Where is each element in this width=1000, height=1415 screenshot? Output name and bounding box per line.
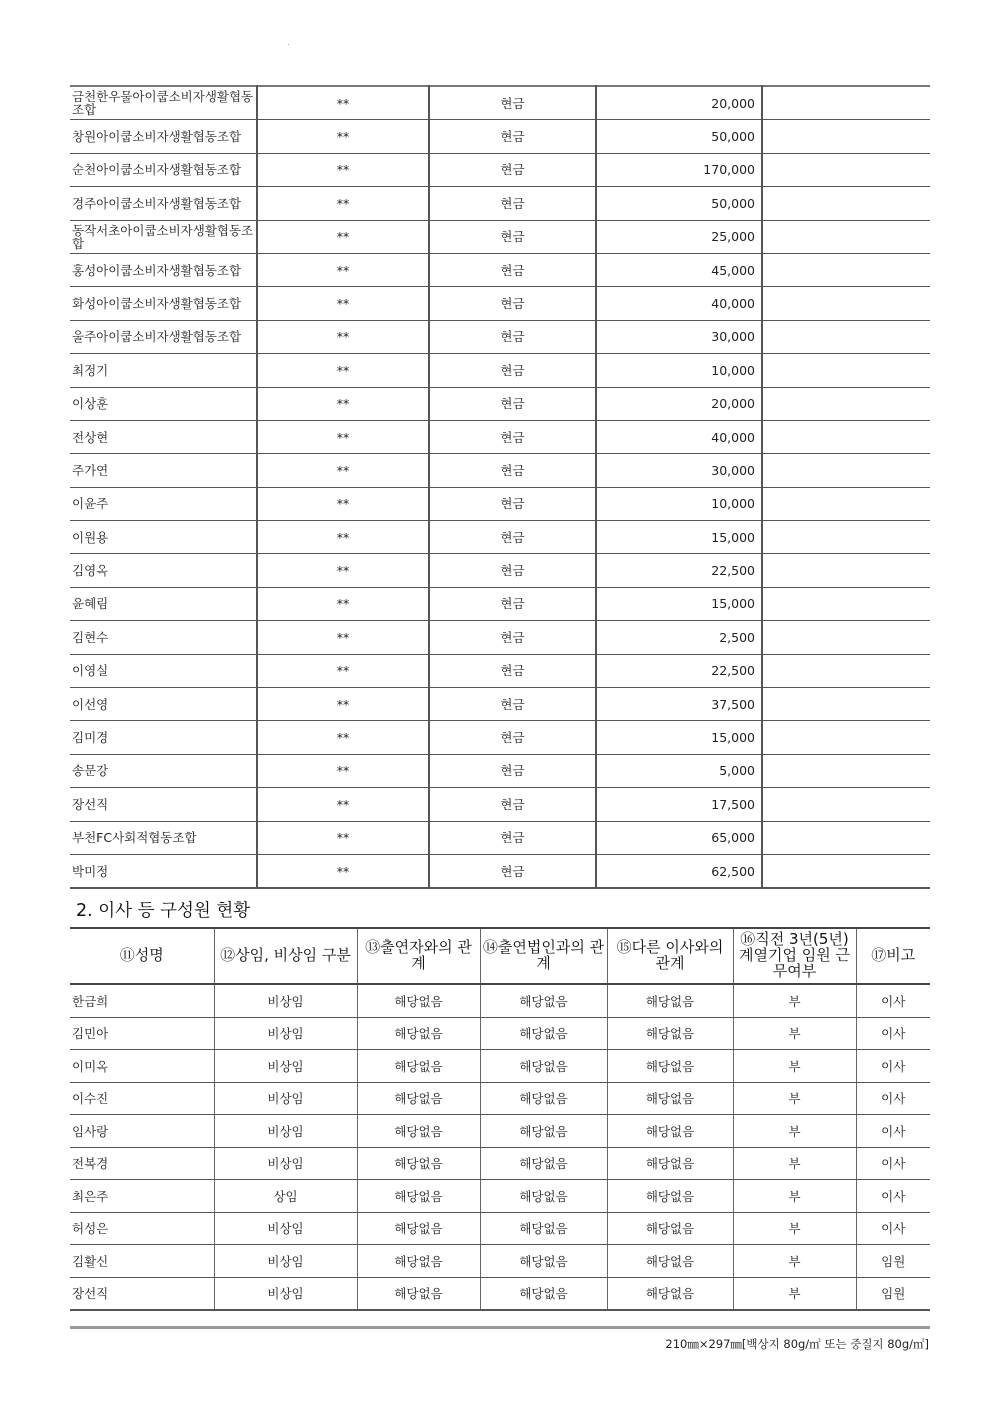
contribution-row <box>70 354 930 387</box>
relation-to-contributor: 해당없음 <box>357 1082 480 1115</box>
relation-to-corporation: 해당없음 <box>480 984 607 1017</box>
footer-rule <box>70 1326 930 1329</box>
masked-id: ** <box>257 253 429 286</box>
contributor-name: 주가연 <box>70 454 257 487</box>
contribution-type: 현금 <box>429 387 596 420</box>
remarks: 이사 <box>856 1180 930 1213</box>
affiliate-officer-history: 부 <box>733 1017 856 1050</box>
contribution-type: 현금 <box>429 454 596 487</box>
contributor-name: 금천한우물아이쿱소비자생활협동조합 <box>70 86 257 120</box>
masked-id: ** <box>257 854 429 888</box>
affiliate-officer-history: 부 <box>733 1277 856 1310</box>
remarks: 이사 <box>856 1017 930 1050</box>
column-header: ⑮다른 이사와의 관계 <box>607 928 733 984</box>
contribution-type: 현금 <box>429 554 596 587</box>
contribution-type: 현금 <box>429 788 596 821</box>
relation-to-corporation: 해당없음 <box>480 1017 607 1050</box>
relation-to-corporation: 해당없음 <box>480 1147 607 1180</box>
remarks: 임원 <box>856 1277 930 1310</box>
amount: 10,000 <box>596 487 762 520</box>
relation-to-other-directors: 해당없음 <box>607 1017 733 1050</box>
note <box>762 521 930 554</box>
column-header: ⑬출연자와의 관계 <box>357 928 480 984</box>
contribution-type: 현금 <box>429 854 596 888</box>
amount: 50,000 <box>596 120 762 153</box>
contribution-row <box>70 387 930 420</box>
remarks: 이사 <box>856 1082 930 1115</box>
contribution-type: 현금 <box>429 521 596 554</box>
relation-to-contributor: 해당없음 <box>357 1017 480 1050</box>
relation-to-corporation: 해당없음 <box>480 1115 607 1148</box>
member-row <box>70 1147 930 1180</box>
contributor-name: 전상현 <box>70 420 257 453</box>
member-name: 전복경 <box>70 1147 214 1180</box>
column-header: ⑪성명 <box>70 928 214 984</box>
member-name: 한금희 <box>70 984 214 1017</box>
member-row <box>70 1180 930 1213</box>
remarks: 이사 <box>856 1115 930 1148</box>
masked-id: ** <box>257 554 429 587</box>
contribution-type: 현금 <box>429 487 596 520</box>
member-name: 임사랑 <box>70 1115 214 1148</box>
note <box>762 554 930 587</box>
amount: 65,000 <box>596 821 762 854</box>
contributor-name: 이원용 <box>70 521 257 554</box>
member-row <box>70 984 930 1017</box>
member-name: 허성은 <box>70 1212 214 1245</box>
member-row <box>70 1017 930 1050</box>
masked-id: ** <box>257 320 429 353</box>
note <box>762 821 930 854</box>
affiliate-officer-history: 부 <box>733 1050 856 1083</box>
masked-id: ** <box>257 86 429 120</box>
contribution-row <box>70 287 930 320</box>
contribution-row <box>70 854 930 888</box>
member-name: 이미옥 <box>70 1050 214 1083</box>
relation-to-other-directors: 해당없음 <box>607 1245 733 1278</box>
relation-to-other-directors: 해당없음 <box>607 1082 733 1115</box>
note <box>762 320 930 353</box>
note <box>762 287 930 320</box>
masked-id: ** <box>257 721 429 754</box>
member-name: 이수진 <box>70 1082 214 1115</box>
contribution-row <box>70 654 930 687</box>
relation-to-other-directors: 해당없음 <box>607 1050 733 1083</box>
remarks: 이사 <box>856 1212 930 1245</box>
note <box>762 854 930 888</box>
contribution-type: 현금 <box>429 754 596 787</box>
affiliate-officer-history: 부 <box>733 1115 856 1148</box>
relation-to-corporation: 해당없음 <box>480 1050 607 1083</box>
affiliate-officer-history: 부 <box>733 1082 856 1115</box>
masked-id: ** <box>257 153 429 186</box>
member-row <box>70 1245 930 1278</box>
masked-id: ** <box>257 354 429 387</box>
contribution-type: 현금 <box>429 120 596 153</box>
member-row <box>70 1082 930 1115</box>
contribution-type: 현금 <box>429 220 596 253</box>
relation-to-contributor: 해당없음 <box>357 1245 480 1278</box>
contribution-row <box>70 320 930 353</box>
contributor-name: 김현수 <box>70 621 257 654</box>
relation-to-other-directors: 해당없음 <box>607 984 733 1017</box>
relation-to-corporation: 해당없음 <box>480 1277 607 1310</box>
note <box>762 788 930 821</box>
note <box>762 354 930 387</box>
contributor-name: 박미정 <box>70 854 257 888</box>
contribution-row <box>70 120 930 153</box>
contributor-name: 송문강 <box>70 754 257 787</box>
affiliate-officer-history: 부 <box>733 984 856 1017</box>
contribution-row <box>70 220 930 253</box>
amount: 15,000 <box>596 721 762 754</box>
remarks: 임원 <box>856 1245 930 1278</box>
contribution-type: 현금 <box>429 287 596 320</box>
relation-to-corporation: 해당없음 <box>480 1212 607 1245</box>
contribution-row <box>70 788 930 821</box>
member-row <box>70 1277 930 1310</box>
column-header: ⑭출연법인과의 관계 <box>480 928 607 984</box>
affiliate-officer-history: 부 <box>733 1147 856 1180</box>
relation-to-contributor: 해당없음 <box>357 1147 480 1180</box>
amount: 37,500 <box>596 688 762 721</box>
masked-id: ** <box>257 454 429 487</box>
employment-type: 비상임 <box>214 1017 357 1050</box>
column-header: ⑰비고 <box>856 928 930 984</box>
masked-id: ** <box>257 420 429 453</box>
member-name: 김활신 <box>70 1245 214 1278</box>
contributor-name: 화성아이쿱소비자생활협동조합 <box>70 287 257 320</box>
contributor-name: 이윤주 <box>70 487 257 520</box>
contribution-type: 현금 <box>429 654 596 687</box>
masked-id: ** <box>257 287 429 320</box>
masked-id: ** <box>257 754 429 787</box>
contribution-row <box>70 754 930 787</box>
amount: 22,500 <box>596 554 762 587</box>
contributor-name: 울주아이쿱소비자생활협동조합 <box>70 320 257 353</box>
amount: 40,000 <box>596 287 762 320</box>
contribution-row <box>70 521 930 554</box>
relation-to-contributor: 해당없음 <box>357 1115 480 1148</box>
employment-type: 비상임 <box>214 1245 357 1278</box>
contribution-type: 현금 <box>429 688 596 721</box>
note <box>762 387 930 420</box>
employment-type: 비상임 <box>214 984 357 1017</box>
contributor-name: 윤혜림 <box>70 587 257 620</box>
employment-type: 비상임 <box>214 1147 357 1180</box>
amount: 30,000 <box>596 320 762 353</box>
relation-to-contributor: 해당없음 <box>357 1180 480 1213</box>
contribution-row <box>70 487 930 520</box>
member-row <box>70 1050 930 1083</box>
amount: 17,500 <box>596 788 762 821</box>
note <box>762 454 930 487</box>
affiliate-officer-history: 부 <box>733 1180 856 1213</box>
note <box>762 187 930 220</box>
note <box>762 220 930 253</box>
masked-id: ** <box>257 821 429 854</box>
amount: 25,000 <box>596 220 762 253</box>
affiliate-officer-history: 부 <box>733 1245 856 1278</box>
relation-to-corporation: 해당없음 <box>480 1082 607 1115</box>
column-header: ⑫상임, 비상임 구분 <box>214 928 357 984</box>
amount: 15,000 <box>596 521 762 554</box>
contribution-row <box>70 454 930 487</box>
contributor-name: 동작서초아이쿱소비자생활협동조합 <box>70 220 257 253</box>
contribution-row <box>70 420 930 453</box>
masked-id: ** <box>257 387 429 420</box>
member-name: 최은주 <box>70 1180 214 1213</box>
relation-to-corporation: 해당없음 <box>480 1180 607 1213</box>
contributor-name: 경주아이쿱소비자생활협동조합 <box>70 187 257 220</box>
note <box>762 86 930 120</box>
contribution-row <box>70 688 930 721</box>
relation-to-contributor: 해당없음 <box>357 1277 480 1310</box>
employment-type: 비상임 <box>214 1277 357 1310</box>
amount: 10,000 <box>596 354 762 387</box>
masked-id: ** <box>257 587 429 620</box>
note <box>762 721 930 754</box>
masked-id: ** <box>257 688 429 721</box>
note <box>762 153 930 186</box>
contributor-name: 순천아이쿱소비자생활협동조합 <box>70 153 257 186</box>
masked-id: ** <box>257 521 429 554</box>
contributor-name: 홍성아이쿱소비자생활협동조합 <box>70 253 257 286</box>
contribution-type: 현금 <box>429 821 596 854</box>
relation-to-other-directors: 해당없음 <box>607 1115 733 1148</box>
employment-type: 비상임 <box>214 1212 357 1245</box>
contribution-row <box>70 554 930 587</box>
amount: 15,000 <box>596 587 762 620</box>
contributor-name: 창원아이쿱소비자생활협동조합 <box>70 120 257 153</box>
affiliate-officer-history: 부 <box>733 1212 856 1245</box>
contributor-name: 최정기 <box>70 354 257 387</box>
relation-to-other-directors: 해당없음 <box>607 1212 733 1245</box>
contributor-name: 부천FC사회적협동조합 <box>70 821 257 854</box>
contributor-name: 이영실 <box>70 654 257 687</box>
masked-id: ** <box>257 654 429 687</box>
note <box>762 487 930 520</box>
contributor-name: 이상훈 <box>70 387 257 420</box>
contribution-row <box>70 621 930 654</box>
note <box>762 587 930 620</box>
member-name: 김민아 <box>70 1017 214 1050</box>
amount: 5,000 <box>596 754 762 787</box>
note <box>762 688 930 721</box>
amount: 2,500 <box>596 621 762 654</box>
masked-id: ** <box>257 487 429 520</box>
remarks: 이사 <box>856 1147 930 1180</box>
masked-id: ** <box>257 187 429 220</box>
masked-id: ** <box>257 120 429 153</box>
amount: 62,500 <box>596 854 762 888</box>
contribution-row <box>70 721 930 754</box>
amount: 40,000 <box>596 420 762 453</box>
relation-to-other-directors: 해당없음 <box>607 1147 733 1180</box>
masked-id: ** <box>257 621 429 654</box>
contributor-name: 이선영 <box>70 688 257 721</box>
contribution-row <box>70 587 930 620</box>
amount: 20,000 <box>596 86 762 120</box>
column-header: ⑯직전 3년(5년) 계열기업 임원 근무여부 <box>733 928 856 984</box>
note <box>762 621 930 654</box>
contribution-type: 현금 <box>429 587 596 620</box>
member-name: 장선직 <box>70 1277 214 1310</box>
note <box>762 654 930 687</box>
note <box>762 120 930 153</box>
contribution-row <box>70 821 930 854</box>
relation-to-corporation: 해당없음 <box>480 1245 607 1278</box>
paper-spec-note: 210㎜×297㎜[백상지 80g/㎡ 또는 중질지 80g/㎡] <box>665 1337 929 1351</box>
member-row <box>70 1212 930 1245</box>
amount: 170,000 <box>596 153 762 186</box>
amount: 30,000 <box>596 454 762 487</box>
contribution-type: 현금 <box>429 320 596 353</box>
relation-to-other-directors: 해당없음 <box>607 1180 733 1213</box>
contribution-row <box>70 153 930 186</box>
contributor-name: 김영옥 <box>70 554 257 587</box>
contribution-type: 현금 <box>429 721 596 754</box>
relation-to-contributor: 해당없음 <box>357 1050 480 1083</box>
relation-to-contributor: 해당없음 <box>357 984 480 1017</box>
relation-to-contributor: 해당없음 <box>357 1212 480 1245</box>
note <box>762 253 930 286</box>
relation-to-other-directors: 해당없음 <box>607 1277 733 1310</box>
amount: 45,000 <box>596 253 762 286</box>
remarks: 이사 <box>856 1050 930 1083</box>
amount: 20,000 <box>596 387 762 420</box>
contribution-type: 현금 <box>429 86 596 120</box>
amount: 22,500 <box>596 654 762 687</box>
contribution-type: 현금 <box>429 420 596 453</box>
contributions-table <box>70 85 930 889</box>
contribution-row <box>70 187 930 220</box>
member-row <box>70 1115 930 1148</box>
amount: 50,000 <box>596 187 762 220</box>
note <box>762 420 930 453</box>
masked-id: ** <box>257 220 429 253</box>
directors-table <box>70 927 930 1311</box>
masked-id: ** <box>257 788 429 821</box>
contribution-row <box>70 86 930 120</box>
employment-type: 비상임 <box>214 1050 357 1083</box>
note <box>762 754 930 787</box>
stray-mark: . <box>287 38 290 47</box>
contribution-type: 현금 <box>429 153 596 186</box>
section-title: 2. 이사 등 구성원 현황 <box>76 901 251 921</box>
contribution-type: 현금 <box>429 354 596 387</box>
contribution-type: 현금 <box>429 187 596 220</box>
contributor-name: 김미경 <box>70 721 257 754</box>
contribution-row <box>70 253 930 286</box>
contribution-type: 현금 <box>429 253 596 286</box>
contribution-type: 현금 <box>429 621 596 654</box>
contributor-name: 장선직 <box>70 788 257 821</box>
employment-type: 상임 <box>214 1180 357 1213</box>
employment-type: 비상임 <box>214 1115 357 1148</box>
remarks: 이사 <box>856 984 930 1017</box>
employment-type: 비상임 <box>214 1082 357 1115</box>
